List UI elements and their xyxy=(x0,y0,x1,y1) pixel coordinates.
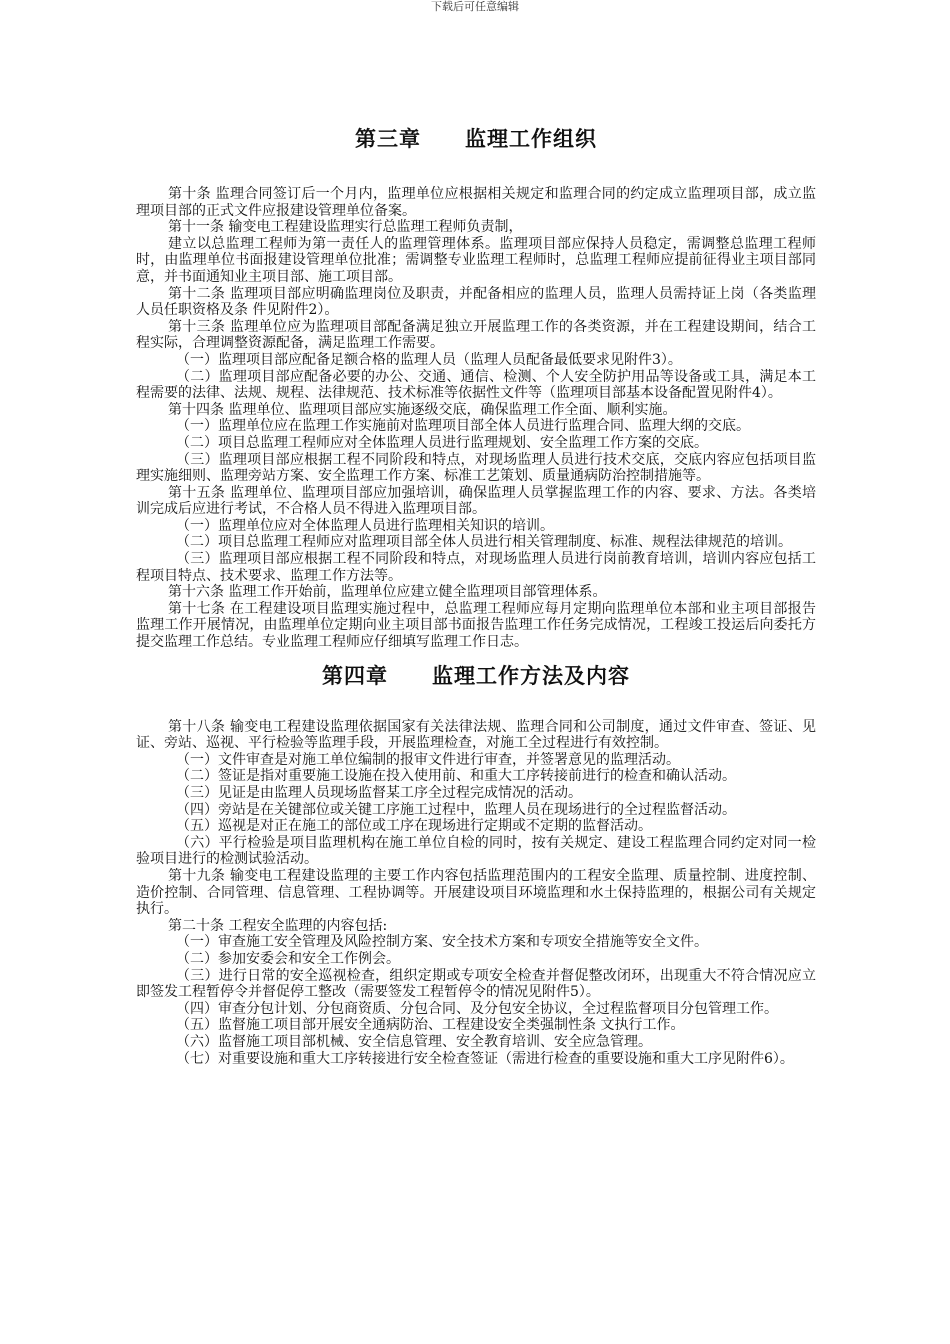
article-12: 第十二条 监理项目部应明确监理岗位及职责，并配备相应的监理人员，监理人员需持证上岗（各类监理人员任职资格及条 件见附件2）。 xyxy=(136,285,816,319)
article-13: 第十三条 监理单位应为监理项目部配备满足独立开展监理工作的各类资源，并在工程建设期间，结合工程实际，合理调整资源配备，满足监理工作需要。 xyxy=(136,318,816,352)
chapter-4-title: 第四章 监理工作方法及内容 xyxy=(322,663,630,688)
article-16: 第十六条 监理工作开始前，监理单位应建立健全监理项目部管理体系。 xyxy=(168,584,607,601)
article-20: 第二十条 工程安全监理的内容包括: xyxy=(168,917,388,934)
article-20-item-4: （四）审查分包计划、分包商资质、分包合同、及分包安全协议，全过程监督项目分包管理工作。 xyxy=(176,1000,778,1017)
article-18-item-4: （四）旁站是在关键部位或关键工序施工过程中，监理人员在现场进行的全过程监督活动。 xyxy=(176,801,736,818)
article-18-item-1: （一）文件审查是对施工单位编制的报审文件进行审查，并签署意见的监理活动。 xyxy=(176,751,680,768)
article-10: 第十条 监理合同签订后一个月内，监理单位应根据相关规定和监理合同的约定成立监理项目部，成立监理项目部的正式文件应报建设管理单位备案。 xyxy=(136,186,816,219)
article-18-item-6: （六）平行检验是项目监理机构在施工单位自检的同时，按有关规定、建设工程监理合同约定对同一检验项目进行的检测试验活动。 xyxy=(136,834,816,868)
chapter-3-title: 第三章 监理工作组织 xyxy=(355,127,597,151)
article-15-item-2: （二）项目总监理工程师应对监理项目部全体人员进行相关管理制度、标准、规程法律规范的培训。 xyxy=(176,534,792,551)
document-page xyxy=(136,120,816,1067)
article-13-item-1: （一）监理项目部应配备足额合格的监理人员（监理人员配备最低要求见附件3）。 xyxy=(176,351,682,368)
chapter-3-body xyxy=(136,186,816,651)
article-15-item-1: （一）监理单位应对全体监理人员进行监理相关知识的培训。 xyxy=(176,517,554,534)
article-20-item-6: （六）监督施工项目部机械、安全信息管理、安全教育培训、安全应急管理。 xyxy=(176,1033,652,1050)
article-18-item-2: （二）签证是指对重要施工设施在投入使用前、和重大工序转接前进行的检查和确认活动。 xyxy=(176,768,736,785)
article-11-body: 建立以总监理工程师为第一责任人的监理管理体系。监理项目部应保持人员稳定，需调整总监理工程师时，由监理单位书面报建设管理单位批准；需调整专业监理工程师时，总监理工程师应提前征得业主项目部同意，并书面通知业主项目部、施工项目部。 xyxy=(136,235,816,285)
article-11: 第十一条 输变电工程建设监理实行总监理工程师负责制， xyxy=(168,219,523,236)
article-14: 第十四条 监理单位、监理项目部应实施逐级交底，确保监理工作全面、顺利实施。 xyxy=(168,401,677,418)
article-14-item-3: （三）监理项目部应根据工程不同阶段和特点，对现场监理人员进行技术交底，交底内容应包括项目监理实施细则、监理旁站方案、安全监理工作方案、标准工艺策划、质量通病防治控制措施等。 xyxy=(136,451,816,485)
article-15-item-3: （三）监理项目部应根据工程不同阶段和特点，对现场监理人员进行岗前教育培训，培训内容应包括工程项目特点、技术要求、监理工作方法等。 xyxy=(136,551,816,584)
article-14-item-1: （一）监理单位应在监理工作实施前对监理项目部全体人员进行监理合同、监理大纲的交底。 xyxy=(176,418,750,435)
article-19: 第十九条 输变电工程建设监理的主要工作内容包括监理范围内的工程安全监理、质量控制、进度控制、造价控制、合同管理、信息管理、工程协调等。开展建设项目环境监理和水土保持监理的，根据公司有关规定执行。 xyxy=(136,867,816,918)
article-18: 第十八条 输变电工程建设监理依据国家有关法律法规、监理合同和公司制度，通过文件审查、签证、见证、旁站、巡视、平行检验等监理手段，开展监理检查，对施工全过程进行有效控制。 xyxy=(136,718,816,752)
article-20-item-1: （一）审查施工安全管理及风险控制方案、安全技术方案和专项安全措施等安全文件。 xyxy=(176,934,708,951)
chapter-4-body xyxy=(136,719,816,1067)
article-18-item-5: （五）巡视是对正在施工的部位或工序在现场进行定期或不定期的监督活动。 xyxy=(176,818,652,835)
article-20-item-5: （五）监督施工项目部开展安全通病防治、工程建设安全类强制性条 文执行工作。 xyxy=(176,1017,685,1034)
article-17: 第十七条 在工程建设项目监理实施过程中，总监理工程师应每月定期向监理单位本部和业主项目部报告监理工作开展情况，由监理单位定期向业主项目部书面报告监理工作任务完成情况，工程竣工投运后向委托方提交监理工作总结。专业监理工程师应仔细填写监理工作日志。 xyxy=(136,600,816,651)
article-18-item-3: （三）见证是由监理人员现场监督某工序全过程完成情况的活动。 xyxy=(176,785,582,801)
download-note: 下载后可任意编辑 xyxy=(431,0,519,13)
article-20-item-7: （七）对重要设施和重大工序转接进行安全检查签证（需进行检查的重要设施和重大工序见附件6）。 xyxy=(176,1050,794,1067)
article-15: 第十五条 监理单位、监理项目部应加强培训，确保监理人员掌握监理工作的内容、要求、方法。各类培训完成后应进行考试，不合格人员不得进入监理项目部。 xyxy=(136,484,816,518)
article-14-item-2: （二）项目总监理工程师应对全体监理人员进行监理规划、安全监理工作方案的交底。 xyxy=(176,434,708,451)
article-20-item-3: （三）进行日常的安全巡视检查，组织定期或专项安全检查并督促整改闭环，出现重大不符合情况应立即签发工程暂停令并督促停工整改（需要签发工程暂停令的情况见附件5）。 xyxy=(136,967,816,1001)
article-13-item-2: （二）监理项目部应配备必要的办公、交通、通信、检测、个人安全防护用品等设备或工具，满足本工程需要的法律、法规、规程、法律规范、技术标准等依据性文件等（监理项目部基本设备配置见附件4）。 xyxy=(136,368,816,402)
article-20-item-2: （二）参加安委会和安全工作例会。 xyxy=(176,950,400,967)
